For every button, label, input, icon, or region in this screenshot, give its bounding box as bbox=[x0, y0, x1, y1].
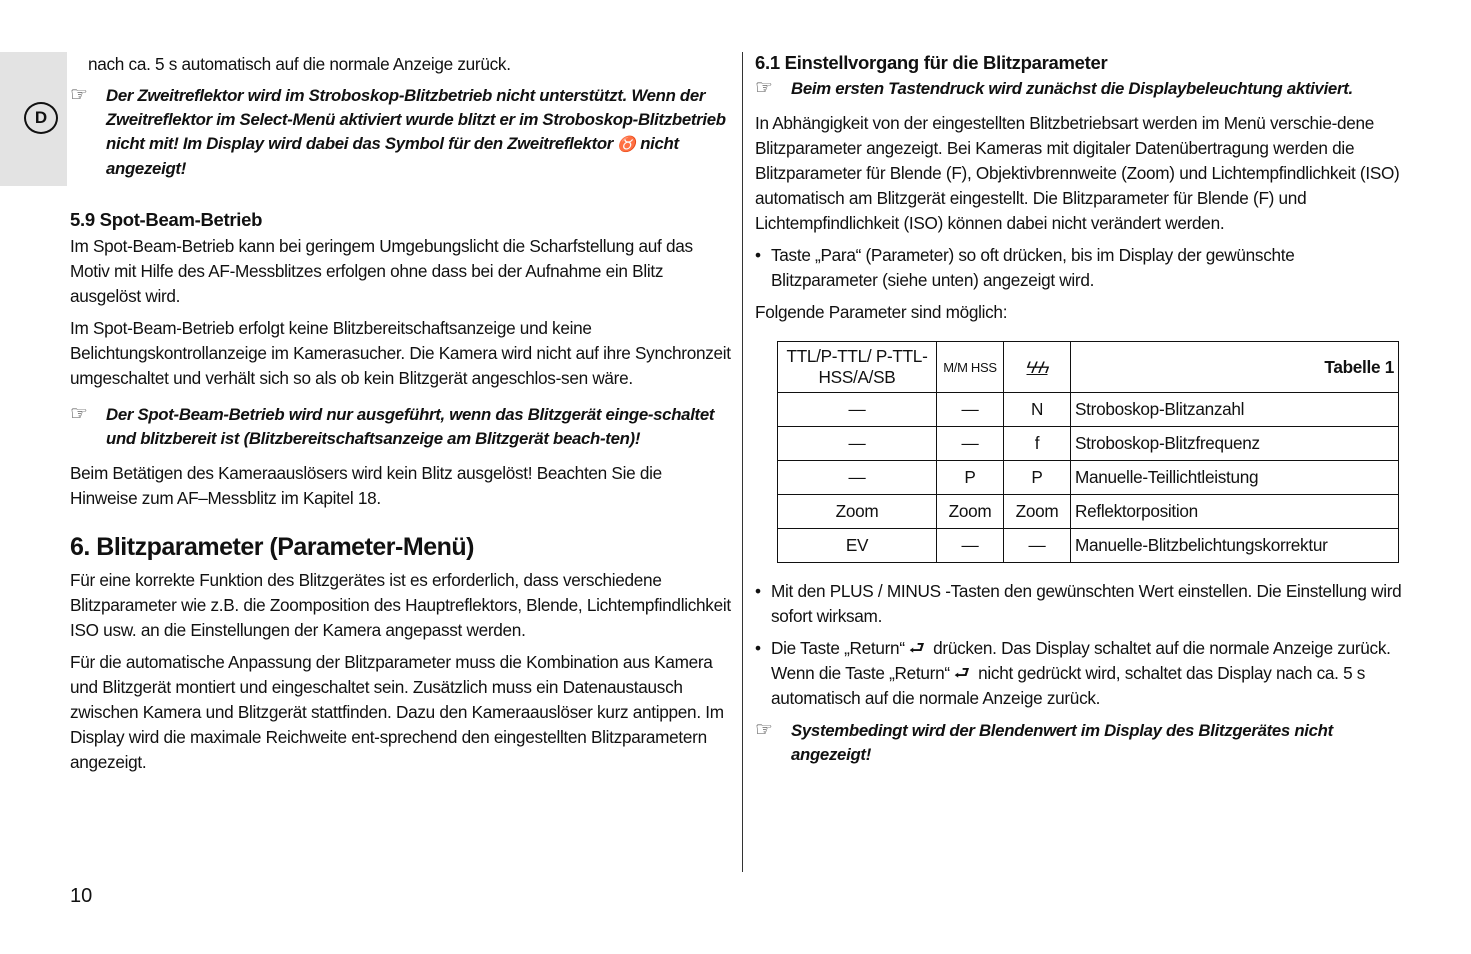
bullet-dot: • bbox=[755, 245, 761, 265]
table-cell: Stroboskop-Blitzanzahl bbox=[1071, 393, 1399, 427]
section-5-9-paragraph-2: Im Spot-Beam-Betrieb erfolgt keine Blitzbereitschaftsanzeige und keine Belichtungskontrollanzeige im Kamerasucher. Die Kamera wird nicht auf ihre Synchronzeit umgeschaltet und verhält sich so als ob kein Blitzgerät angeschlos-sen wäre. bbox=[70, 318, 731, 388]
note-text: Systembedingt wird der Blendenwert im Display des Blitzgerätes nicht angezeigt! bbox=[791, 721, 1333, 764]
bullet-return bbox=[755, 636, 1405, 711]
table-cell: — bbox=[778, 393, 937, 427]
bullet-text: Taste „Para“ (Parameter) so oft drücken, bis im Display der gewünschte Blitzparameter (siehe unten) angezeigt wird. bbox=[771, 245, 1295, 290]
section-6-1-title: 6.1 Einstellvorgang für die Blitzparameter bbox=[755, 52, 1108, 73]
note-blendenwert bbox=[755, 719, 1405, 767]
pointing-hand-icon: ☞ bbox=[70, 403, 88, 425]
table-cell: Stroboskop-Blitzfrequenz bbox=[1071, 427, 1399, 461]
table-row bbox=[778, 461, 1399, 495]
chapter-6-paragraph-2: Für die automatische Anpassung der Blitzparameter muss die Kombination aus Kamera und Blitzgerät montiert und eingeschaltet sein. Zusätzlich muss ein Datenaustausch zwischen Kamera und Blitzgerät stattfinden. Dazu den Kameraauslöser kurz antippen. Im Display wird die maximale Reichweite ent-sprechend den eingestellten Blitzparametern angezeigt. bbox=[70, 652, 724, 772]
table-cell: Zoom bbox=[778, 495, 937, 529]
table-header-strobe bbox=[1004, 342, 1071, 393]
section-6-1-paragraph-1: In Abhängigkeit von der eingestellten Blitzbetriebsart werden im Menü verschie-dene Blitzparameter angezeigt. Bei Kameras mit digitaler Datenübertragung werden die Blitzparameter für Blende (F), Objektivbrennweite (Zoom) und Lichtempfindlichkeit (ISO) automatisch am Blitzgerät eingestellt. Die Blitzparameter für Blende (F) und Lichtempfindlichkeit (ISO) können dabei nicht verändert werden. bbox=[755, 113, 1400, 233]
note-text: Der Spot-Beam-Betrieb wird nur ausgeführt, wenn das Blitzgerät einge-schaltet und blitzbereit ist (Blitzbereitschaftsanzeige am Blitzgerät beach-ten)! bbox=[106, 405, 715, 448]
table-header-ttl: TTL/P-TTL/ P-TTL-HSS/A/SB bbox=[778, 342, 937, 393]
second-reflector-icon: ♉ bbox=[617, 136, 636, 153]
table-cell: EV bbox=[778, 529, 937, 563]
table-cell: — bbox=[1004, 529, 1071, 563]
table-cell: — bbox=[778, 427, 937, 461]
return-icon: ⮐ bbox=[953, 663, 970, 683]
table-cell: Reflektorposition bbox=[1071, 495, 1399, 529]
chapter-6-title: 6. Blitzparameter (Parameter-Menü) bbox=[70, 533, 474, 561]
table-cell: P bbox=[1004, 461, 1071, 495]
section-5-9-title: 5.9 Spot-Beam-Betrieb bbox=[70, 209, 263, 230]
return-icon: ⮐ bbox=[908, 638, 925, 658]
column-divider bbox=[742, 52, 743, 872]
table-header-manual: M/M HSS bbox=[937, 342, 1004, 393]
table-cell: — bbox=[937, 427, 1004, 461]
section-5-9-paragraph-1: Im Spot-Beam-Betrieb kann bei geringem Umgebungslicht die Scharfstellung auf das Motiv mit Hilfe des AF-Messblitzes erfolgen ohne dass bei der Aufnahme ein Blitz ausgelöst wird. bbox=[70, 236, 693, 306]
bullet-plus-minus bbox=[755, 579, 1405, 629]
table-header-row bbox=[778, 342, 1399, 393]
right-column bbox=[755, 52, 1405, 777]
page-number: 10 bbox=[70, 885, 93, 907]
pointing-hand-icon: ☞ bbox=[70, 84, 88, 106]
table-cell: Manuelle-Blitzbelichtungskorrektur bbox=[1071, 529, 1399, 563]
continued-text: nach ca. 5 s automatisch auf die normale Anzeige zurück. bbox=[88, 54, 511, 74]
table-row bbox=[778, 529, 1399, 563]
note-zweitreflektor bbox=[70, 84, 732, 181]
table-cell: Zoom bbox=[1004, 495, 1071, 529]
table-cell: — bbox=[778, 461, 937, 495]
table-cell: — bbox=[937, 393, 1004, 427]
section-5-9-paragraph-3: Beim Betätigen des Kameraauslösers wird kein Blitz ausgelöst! Beachten Sie die Hinweise zum AF–Messblitz im Kapitel 18. bbox=[70, 463, 662, 508]
bullet-para bbox=[755, 243, 1405, 293]
table-row bbox=[778, 427, 1399, 461]
table-cell: f bbox=[1004, 427, 1071, 461]
table-cell: Zoom bbox=[937, 495, 1004, 529]
table-row bbox=[778, 495, 1399, 529]
table-cell: N bbox=[1004, 393, 1071, 427]
parameter-table bbox=[777, 341, 1399, 563]
pointing-hand-icon: ☞ bbox=[755, 719, 773, 741]
table-row bbox=[778, 393, 1399, 427]
stroboscope-flash-icon: ϟϟϟ bbox=[1026, 357, 1048, 377]
section-6-1-paragraph-2: Folgende Parameter sind möglich: bbox=[755, 302, 1008, 322]
chapter-6-paragraph-1: Für eine korrekte Funktion des Blitzgerätes ist es erforderlich, dass verschiedene Blitzparameter wie z.B. die Zoomposition des Hauptreflektors, Blende, Lichtempfindlichkeit ISO usw. an die Einstellungen der Kamera angepasst werden. bbox=[70, 570, 731, 640]
bullet-dot: • bbox=[755, 581, 761, 601]
bullet-text: Die Taste „Return“ ⮐ drücken. Das Display schaltet auf die normale Anzeige zurück. Wenn die Taste „Return“ ⮐ nicht gedrückt wird, schaltet das Display nach ca. 5 s automatisch auf die normale Anzeige zurück. bbox=[771, 638, 1391, 708]
note-display-light bbox=[755, 77, 1405, 101]
table-title: Tabelle 1 bbox=[1071, 342, 1399, 393]
note-spot-beam bbox=[70, 403, 732, 451]
bullet-dot: • bbox=[755, 638, 761, 658]
language-badge: D bbox=[24, 102, 58, 134]
table-cell: P bbox=[937, 461, 1004, 495]
note-text: Der Zweitreflektor wird im Stroboskop-Blitzbetrieb nicht unterstützt. Wenn der Zweitreflektor im Select-Menü aktiviert wurde blitzt er im Stroboskop-Blitzbetrieb nicht mit! Im Display wird dabei das Symbol für den Zweitreflektor ♉ nicht angezeigt! bbox=[106, 86, 726, 178]
left-column bbox=[70, 52, 732, 782]
table-cell: — bbox=[937, 529, 1004, 563]
pointing-hand-icon: ☞ bbox=[755, 77, 773, 99]
table-cell: Manuelle-Teillichtleistung bbox=[1071, 461, 1399, 495]
note-text: Beim ersten Tastendruck wird zunächst die Displaybeleuchtung aktiviert. bbox=[791, 79, 1353, 98]
bullet-text: Mit den PLUS / MINUS -Tasten den gewünschten Wert einstellen. Die Einstellung wird sofort wirksam. bbox=[771, 581, 1402, 626]
